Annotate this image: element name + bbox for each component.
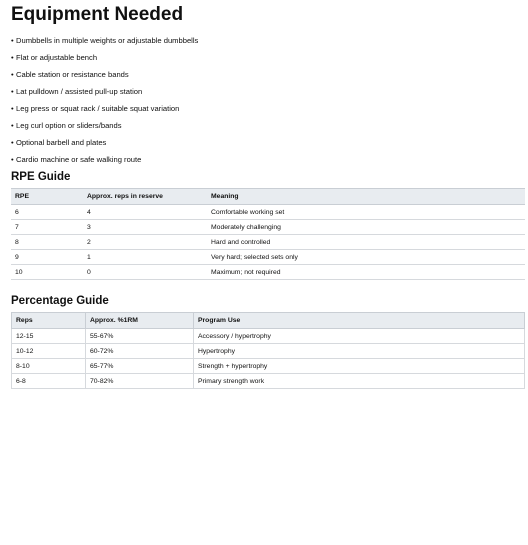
table-row <box>11 265 525 280</box>
column-header: Approx. reps in reserve <box>83 189 207 205</box>
table-cell: 3 <box>83 220 207 235</box>
table-row <box>11 220 525 235</box>
table-cell: 0 <box>83 265 207 280</box>
table-header-row <box>12 313 525 329</box>
table-cell: 2 <box>83 235 207 250</box>
table-cell: Strength + hypertrophy <box>194 359 525 374</box>
table-cell: Hypertrophy <box>194 344 525 359</box>
table-row <box>11 250 525 265</box>
rpe-table <box>11 188 525 280</box>
table-cell: Moderately challenging <box>207 220 525 235</box>
table-cell: 60-72% <box>86 344 194 359</box>
list-item: • Lat pulldown / assisted pull-up station <box>11 83 524 100</box>
equipment-heading: Equipment Needed <box>11 4 184 25</box>
table-cell: 10 <box>11 265 83 280</box>
table-row <box>12 359 525 374</box>
table-cell: Comfortable working set <box>207 205 525 220</box>
table-cell: 6-8 <box>12 374 86 389</box>
equipment-list <box>11 32 524 168</box>
table-cell: Very hard; selected sets only <box>207 250 525 265</box>
rpe-heading: RPE Guide <box>11 171 71 183</box>
list-item: • Cardio machine or safe walking route <box>11 151 524 168</box>
list-item: • Dumbbells in multiple weights or adjustable dumbbells <box>11 32 524 49</box>
table-cell: 55-67% <box>86 329 194 344</box>
table-cell: Hard and controlled <box>207 235 525 250</box>
table-cell: 1 <box>83 250 207 265</box>
column-header: Approx. %1RM <box>86 313 194 329</box>
section-spacer <box>11 280 524 292</box>
table-row <box>12 374 525 389</box>
table-cell: 7 <box>11 220 83 235</box>
column-header: Reps <box>12 313 86 329</box>
table-cell: 10-12 <box>12 344 86 359</box>
table-row <box>12 344 525 359</box>
table-cell: 8-10 <box>12 359 86 374</box>
table-cell: Accessory / hypertrophy <box>194 329 525 344</box>
table-row <box>12 329 525 344</box>
column-header: Program Use <box>194 313 525 329</box>
table-cell: Primary strength work <box>194 374 525 389</box>
table-cell: 4 <box>83 205 207 220</box>
list-item: • Flat or adjustable bench <box>11 49 524 66</box>
table-cell: 12-15 <box>12 329 86 344</box>
percentage-heading: Percentage Guide <box>11 295 109 307</box>
table-cell: 9 <box>11 250 83 265</box>
table-cell: 65-77% <box>86 359 194 374</box>
table-cell: 8 <box>11 235 83 250</box>
table-row <box>11 205 525 220</box>
column-header: Meaning <box>207 189 525 205</box>
column-header: RPE <box>11 189 83 205</box>
list-item: • Cable station or resistance bands <box>11 66 524 83</box>
percentage-table <box>11 312 525 389</box>
table-cell: 70-82% <box>86 374 194 389</box>
list-item: • Leg press or squat rack / suitable squat variation <box>11 100 524 117</box>
table-cell: Maximum; not required <box>207 265 525 280</box>
table-cell: 6 <box>11 205 83 220</box>
list-item: • Optional barbell and plates <box>11 134 524 151</box>
table-row <box>11 235 525 250</box>
list-item: • Leg curl option or sliders/bands <box>11 117 524 134</box>
table-header-row <box>11 189 525 205</box>
